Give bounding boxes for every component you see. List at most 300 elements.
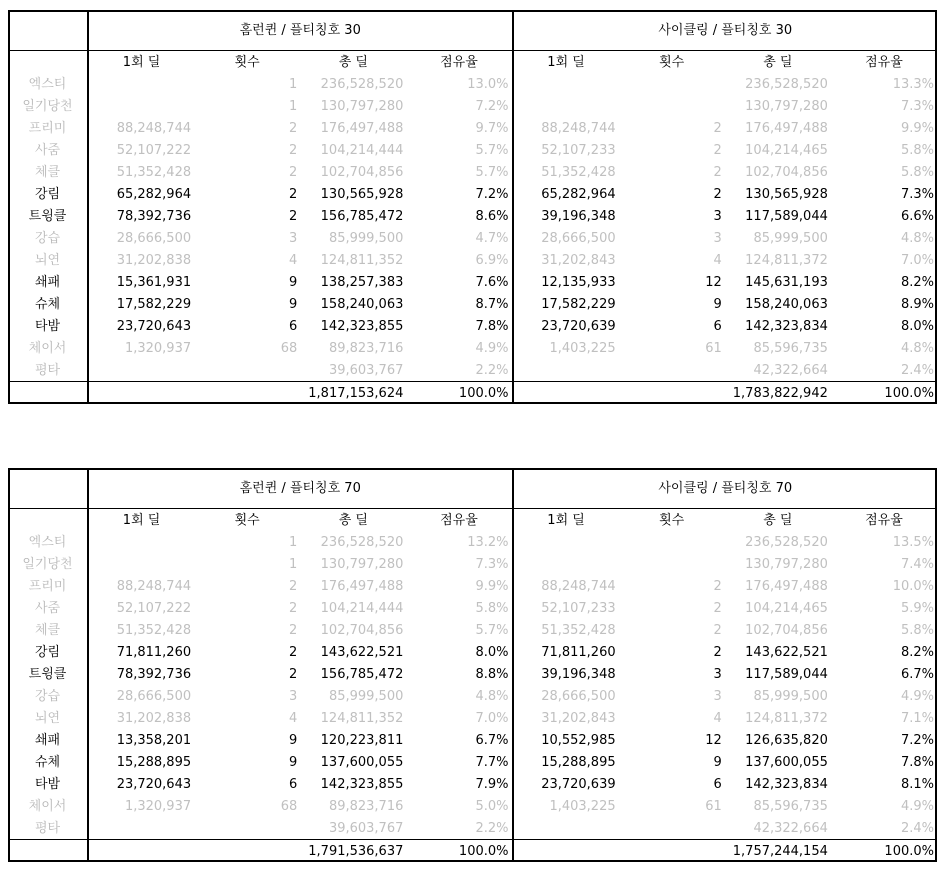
- skill-name-cell[interactable]: 평타: [8, 817, 88, 840]
- value-cell[interactable]: 124,811,352: [320, 710, 404, 726]
- value-cell[interactable]: 8.0%: [406, 641, 512, 663]
- value-cell[interactable]: 2: [288, 164, 298, 180]
- value-cell[interactable]: 126,635,820: [745, 732, 828, 748]
- column-header[interactable]: 1회 딜: [547, 54, 585, 70]
- value-cell[interactable]: 3: [713, 208, 722, 224]
- value-cell[interactable]: 13.5%: [892, 534, 934, 550]
- value-cell[interactable]: 2: [713, 120, 722, 136]
- value-cell[interactable]: 1,403,225: [549, 798, 616, 814]
- value-cell[interactable]: 2: [288, 186, 298, 202]
- value-cell[interactable]: 10,552,985: [541, 732, 616, 748]
- value-cell[interactable]: 1,320,937: [124, 340, 192, 356]
- value-cell[interactable]: [619, 359, 725, 382]
- value-cell[interactable]: [513, 95, 619, 117]
- value-cell[interactable]: 4: [288, 252, 298, 268]
- column-header[interactable]: 총 딜: [763, 54, 793, 70]
- value-cell[interactable]: 1: [288, 556, 298, 572]
- value-cell[interactable]: 9.7%: [406, 117, 512, 139]
- value-cell[interactable]: 6: [288, 318, 298, 334]
- group-header-row: [8, 10, 937, 51]
- value-cell[interactable]: 142,323,834: [745, 318, 828, 334]
- value-cell[interactable]: 65,282,964: [541, 186, 616, 202]
- value-cell[interactable]: 88,248,744: [116, 120, 192, 136]
- value-cell[interactable]: 89,823,716: [328, 340, 404, 356]
- value-cell[interactable]: 3: [713, 688, 722, 704]
- value-cell[interactable]: 2: [288, 622, 298, 638]
- value-cell[interactable]: [513, 817, 619, 840]
- value-cell[interactable]: 2.4%: [831, 359, 937, 382]
- value-cell[interactable]: 7.3%: [900, 186, 934, 202]
- value-cell[interactable]: 236,528,520: [745, 76, 828, 92]
- value-cell[interactable]: 8.9%: [900, 296, 934, 312]
- value-cell[interactable]: 176,497,488: [745, 120, 828, 136]
- table-row: [8, 597, 937, 619]
- value-cell[interactable]: [619, 531, 725, 553]
- value-cell[interactable]: 78,392,736: [116, 666, 192, 682]
- value-cell[interactable]: 120,223,811: [320, 732, 404, 748]
- total-label-cell[interactable]: [8, 840, 88, 863]
- value-cell[interactable]: 143,622,521: [320, 644, 404, 660]
- value-cell[interactable]: 52,107,233: [541, 142, 616, 158]
- column-header[interactable]: 총 딜: [338, 54, 368, 70]
- value-cell[interactable]: 137,600,055: [320, 754, 404, 770]
- total-value-cell[interactable]: [513, 840, 619, 863]
- skill-name-cell[interactable]: 일기당천: [8, 95, 88, 117]
- value-cell[interactable]: 8.7%: [406, 293, 512, 315]
- value-cell[interactable]: 7.1%: [900, 710, 934, 726]
- value-cell[interactable]: 8.6%: [406, 205, 512, 227]
- value-cell[interactable]: 23,720,639: [541, 318, 616, 334]
- value-cell[interactable]: 17,582,229: [116, 296, 192, 312]
- skill-name-cell[interactable]: 강습: [8, 685, 88, 707]
- value-cell[interactable]: 39,196,348: [541, 208, 616, 224]
- skill-name-cell[interactable]: 체이서: [8, 337, 88, 359]
- table-row: [8, 249, 937, 271]
- value-cell[interactable]: [513, 359, 619, 382]
- value-cell[interactable]: 1: [288, 98, 298, 114]
- skill-name-cell[interactable]: 체이서: [8, 795, 88, 817]
- value-cell[interactable]: 51,352,428: [541, 164, 616, 180]
- value-cell[interactable]: 236,528,520: [745, 534, 828, 550]
- value-cell[interactable]: 65,282,964: [116, 186, 192, 202]
- total-value-cell[interactable]: 100.0%: [884, 843, 934, 859]
- column-header[interactable]: 횟수: [659, 54, 685, 70]
- value-cell[interactable]: 7.9%: [406, 773, 512, 795]
- value-cell[interactable]: 236,528,520: [320, 534, 404, 550]
- value-cell[interactable]: 7.8%: [900, 754, 934, 770]
- value-cell[interactable]: 130,797,280: [320, 556, 404, 572]
- value-cell[interactable]: 2: [713, 622, 722, 638]
- value-cell[interactable]: 4: [288, 710, 298, 726]
- value-cell[interactable]: 2: [288, 120, 298, 136]
- value-cell[interactable]: 31,202,838: [116, 710, 192, 726]
- value-cell[interactable]: 9: [288, 296, 298, 312]
- value-cell[interactable]: 2: [713, 578, 722, 594]
- value-cell[interactable]: 4.9%: [900, 798, 934, 814]
- value-cell[interactable]: 3: [713, 666, 722, 682]
- value-cell[interactable]: 9: [288, 732, 298, 748]
- value-cell[interactable]: 2.2%: [406, 359, 512, 382]
- value-cell[interactable]: 13.0%: [406, 73, 512, 95]
- value-cell[interactable]: 7.3%: [900, 98, 934, 114]
- value-cell[interactable]: 5.8%: [900, 164, 934, 180]
- value-cell[interactable]: 176,497,488: [320, 578, 404, 594]
- value-cell[interactable]: [194, 817, 300, 840]
- value-cell[interactable]: 2: [288, 600, 298, 616]
- value-cell[interactable]: 85,596,735: [753, 340, 828, 356]
- value-cell[interactable]: 176,497,488: [745, 578, 828, 594]
- value-cell[interactable]: 5.8%: [900, 142, 934, 158]
- corner-cell[interactable]: [8, 10, 88, 51]
- value-cell[interactable]: 5.7%: [406, 139, 512, 161]
- value-cell[interactable]: 102,704,856: [320, 164, 404, 180]
- total-value-cell[interactable]: 100.0%: [406, 840, 512, 863]
- value-cell[interactable]: 9: [713, 754, 722, 770]
- table-row: [8, 73, 937, 95]
- value-cell[interactable]: 102,704,856: [745, 164, 828, 180]
- value-cell[interactable]: 2: [288, 578, 298, 594]
- total-value-cell[interactable]: [194, 382, 300, 405]
- skill-name-cell[interactable]: 프리미: [8, 117, 88, 139]
- value-cell[interactable]: 130,565,928: [320, 186, 404, 202]
- value-cell[interactable]: 51,352,428: [116, 622, 192, 638]
- skill-name-cell[interactable]: 사줌: [8, 597, 88, 619]
- total-value-cell[interactable]: 1,791,536,637: [308, 843, 404, 859]
- value-cell[interactable]: 124,811,372: [745, 252, 828, 268]
- skill-name-cell[interactable]: 트윙클: [8, 663, 88, 685]
- value-cell[interactable]: 6.7%: [406, 729, 512, 751]
- value-cell[interactable]: 39,603,767: [300, 817, 406, 840]
- skill-name-cell[interactable]: 프리미: [8, 575, 88, 597]
- value-cell[interactable]: 2: [288, 142, 298, 158]
- value-cell[interactable]: 68: [280, 340, 298, 356]
- value-cell[interactable]: 102,704,856: [320, 622, 404, 638]
- value-cell[interactable]: 61: [705, 340, 722, 356]
- value-cell[interactable]: 117,589,044: [745, 666, 828, 682]
- value-cell[interactable]: 85,999,500: [753, 688, 828, 704]
- column-header[interactable]: 점유율: [406, 51, 512, 74]
- total-value-cell[interactable]: [513, 382, 619, 405]
- value-cell[interactable]: [88, 73, 194, 95]
- value-cell[interactable]: 5.7%: [406, 161, 512, 183]
- skill-name-cell[interactable]: 뇌연: [8, 249, 88, 271]
- skill-name-cell[interactable]: 타밤: [8, 315, 88, 337]
- value-cell[interactable]: 28,666,500: [541, 230, 616, 246]
- total-value-cell[interactable]: 1,783,822,942: [732, 385, 828, 401]
- value-cell[interactable]: 12: [705, 274, 722, 290]
- value-cell[interactable]: 7.6%: [406, 271, 512, 293]
- value-cell[interactable]: 6: [713, 318, 722, 334]
- row-label-header[interactable]: [8, 509, 88, 532]
- value-cell[interactable]: 5.9%: [900, 600, 934, 616]
- value-cell[interactable]: 85,999,500: [753, 230, 828, 246]
- total-value-cell[interactable]: [194, 840, 300, 863]
- value-cell[interactable]: 28,666,500: [116, 230, 192, 246]
- value-cell[interactable]: 15,288,895: [541, 754, 616, 770]
- row-label-header[interactable]: [8, 51, 88, 74]
- value-cell[interactable]: 8.8%: [406, 663, 512, 685]
- value-cell[interactable]: 158,240,063: [745, 296, 828, 312]
- value-cell[interactable]: 71,811,260: [116, 644, 192, 660]
- value-cell[interactable]: [619, 553, 725, 575]
- right-group-title[interactable]: 사이클링 / 플티칭호 30: [513, 10, 938, 51]
- skill-name-cell[interactable]: 트윙클: [8, 205, 88, 227]
- column-header[interactable]: 점유율: [865, 512, 903, 528]
- value-cell[interactable]: [619, 817, 725, 840]
- value-cell[interactable]: 13,358,201: [116, 732, 192, 748]
- value-cell[interactable]: 8.0%: [900, 318, 934, 334]
- skill-name-cell[interactable]: 사줌: [8, 139, 88, 161]
- value-cell[interactable]: 6: [288, 776, 298, 792]
- column-header[interactable]: 점유율: [865, 54, 903, 70]
- value-cell[interactable]: 130,797,280: [320, 98, 404, 114]
- column-header-row: [8, 509, 937, 532]
- value-cell[interactable]: 88,248,744: [541, 120, 616, 136]
- value-cell[interactable]: 31,202,843: [541, 252, 616, 268]
- column-header[interactable]: 1회 딜: [547, 512, 585, 528]
- skill-name-cell[interactable]: 체클: [8, 619, 88, 641]
- value-cell[interactable]: 31,202,838: [116, 252, 192, 268]
- value-cell[interactable]: 23,720,643: [116, 776, 192, 792]
- value-cell[interactable]: 28,666,500: [541, 688, 616, 704]
- value-cell[interactable]: 104,214,465: [745, 600, 828, 616]
- value-cell[interactable]: 71,811,260: [541, 644, 616, 660]
- total-value-cell[interactable]: 100.0%: [406, 382, 512, 405]
- value-cell[interactable]: [88, 531, 194, 553]
- value-cell[interactable]: 104,214,444: [320, 600, 404, 616]
- value-cell[interactable]: 7.4%: [900, 556, 934, 572]
- value-cell[interactable]: 3: [713, 230, 722, 246]
- column-header[interactable]: 점유율: [406, 509, 512, 532]
- value-cell[interactable]: 158,240,063: [320, 296, 404, 312]
- value-cell[interactable]: 15,361,931: [116, 274, 192, 290]
- value-cell[interactable]: 9: [713, 296, 722, 312]
- value-cell[interactable]: 2: [713, 164, 722, 180]
- skill-name-cell[interactable]: 엑스티: [8, 73, 88, 95]
- value-cell[interactable]: 2: [713, 644, 722, 660]
- value-cell[interactable]: 2: [288, 208, 298, 224]
- left-group-title[interactable]: 홈런퀸 / 플티칭호 30: [88, 10, 513, 51]
- value-cell[interactable]: 145,631,193: [745, 274, 828, 290]
- skill-name-cell[interactable]: 엑스티: [8, 531, 88, 553]
- value-cell[interactable]: [88, 95, 194, 117]
- value-cell[interactable]: 236,528,520: [320, 76, 404, 92]
- value-cell[interactable]: [513, 553, 619, 575]
- total-value-cell[interactable]: [619, 840, 725, 863]
- total-value-cell[interactable]: 100.0%: [884, 385, 934, 401]
- value-cell[interactable]: 31,202,843: [541, 710, 616, 726]
- value-cell[interactable]: 104,214,465: [745, 142, 828, 158]
- value-cell[interactable]: 9: [288, 274, 298, 290]
- value-cell[interactable]: 51,352,428: [116, 164, 192, 180]
- value-cell[interactable]: 6.7%: [900, 666, 934, 682]
- value-cell[interactable]: 7.0%: [900, 252, 934, 268]
- value-cell[interactable]: [619, 73, 725, 95]
- value-cell[interactable]: [513, 73, 619, 95]
- value-cell[interactable]: 156,785,472: [320, 208, 404, 224]
- value-cell[interactable]: 23,720,643: [116, 318, 192, 334]
- value-cell[interactable]: 7.8%: [406, 315, 512, 337]
- skill-name-cell[interactable]: 강림: [8, 183, 88, 205]
- value-cell[interactable]: 130,565,928: [745, 186, 828, 202]
- value-cell[interactable]: 17,582,229: [541, 296, 616, 312]
- skill-name-cell[interactable]: 평타: [8, 359, 88, 382]
- value-cell[interactable]: 142,323,834: [745, 776, 828, 792]
- skill-name-cell[interactable]: 일기당천: [8, 553, 88, 575]
- value-cell[interactable]: 124,811,372: [745, 710, 828, 726]
- total-value-cell[interactable]: [88, 382, 194, 405]
- value-cell[interactable]: 5.8%: [406, 597, 512, 619]
- value-cell[interactable]: 85,596,735: [753, 798, 828, 814]
- value-cell[interactable]: 4: [713, 252, 722, 268]
- value-cell[interactable]: 28,666,500: [116, 688, 192, 704]
- value-cell[interactable]: 4.8%: [900, 230, 934, 246]
- value-cell[interactable]: 85,999,500: [328, 230, 404, 246]
- value-cell[interactable]: 5.0%: [406, 795, 512, 817]
- value-cell[interactable]: 4: [713, 710, 722, 726]
- value-cell[interactable]: 124,811,352: [320, 252, 404, 268]
- value-cell[interactable]: 13.2%: [406, 531, 512, 553]
- column-header[interactable]: 1회 딜: [122, 54, 161, 70]
- value-cell[interactable]: 23,720,639: [541, 776, 616, 792]
- right-group-title[interactable]: 사이클링 / 플티칭호 70: [513, 468, 938, 509]
- column-header[interactable]: 횟수: [659, 512, 685, 528]
- value-cell[interactable]: 61: [705, 798, 722, 814]
- value-cell[interactable]: 9.9%: [900, 120, 934, 136]
- value-cell[interactable]: 2: [288, 666, 298, 682]
- value-cell[interactable]: 142,323,855: [320, 318, 404, 334]
- value-cell[interactable]: 52,107,222: [116, 142, 192, 158]
- value-cell[interactable]: 143,622,521: [745, 644, 828, 660]
- value-cell[interactable]: 3: [288, 230, 298, 246]
- value-cell[interactable]: [88, 817, 194, 840]
- value-cell[interactable]: 104,214,444: [320, 142, 404, 158]
- skill-name-cell[interactable]: 쇄패: [8, 729, 88, 751]
- total-value-cell[interactable]: 1,757,244,154: [732, 843, 828, 859]
- value-cell[interactable]: 130,797,280: [745, 556, 828, 572]
- value-cell[interactable]: 51,352,428: [541, 622, 616, 638]
- value-cell[interactable]: 137,600,055: [745, 754, 828, 770]
- value-cell[interactable]: 6: [713, 776, 722, 792]
- value-cell[interactable]: 8.2%: [900, 644, 934, 660]
- value-cell[interactable]: [619, 95, 725, 117]
- value-cell[interactable]: 7.7%: [406, 751, 512, 773]
- value-cell[interactable]: 13.3%: [892, 76, 934, 92]
- value-cell[interactable]: 2.4%: [831, 817, 937, 840]
- value-cell[interactable]: 130,797,280: [745, 98, 828, 114]
- value-cell[interactable]: 78,392,736: [116, 208, 192, 224]
- value-cell[interactable]: 102,704,856: [745, 622, 828, 638]
- value-cell[interactable]: 88,248,744: [541, 578, 616, 594]
- value-cell[interactable]: 2: [713, 186, 722, 202]
- value-cell[interactable]: 7.0%: [406, 707, 512, 729]
- value-cell[interactable]: 4.9%: [406, 337, 512, 359]
- skill-name-cell[interactable]: 슈체: [8, 293, 88, 315]
- value-cell[interactable]: 7.2%: [900, 732, 934, 748]
- total-label-cell[interactable]: [8, 382, 88, 405]
- value-cell[interactable]: [88, 359, 194, 382]
- value-cell[interactable]: 52,107,222: [116, 600, 192, 616]
- corner-cell[interactable]: [8, 468, 88, 509]
- value-cell[interactable]: 2.2%: [406, 817, 512, 840]
- value-cell[interactable]: [88, 553, 194, 575]
- value-cell[interactable]: 6.6%: [900, 208, 934, 224]
- skill-name-cell[interactable]: 쇄패: [8, 271, 88, 293]
- table-row: [8, 619, 937, 641]
- value-cell[interactable]: 9: [288, 754, 298, 770]
- value-cell[interactable]: 5.8%: [900, 622, 934, 638]
- value-cell[interactable]: 3: [288, 688, 298, 704]
- value-cell[interactable]: 4.8%: [900, 340, 934, 356]
- value-cell[interactable]: 5.7%: [406, 619, 512, 641]
- value-cell[interactable]: 4.9%: [900, 688, 934, 704]
- value-cell[interactable]: 2: [288, 644, 298, 660]
- total-value-cell[interactable]: [88, 840, 194, 863]
- column-header[interactable]: 횟수: [234, 54, 260, 70]
- value-cell[interactable]: 156,785,472: [320, 666, 404, 682]
- value-cell[interactable]: 88,248,744: [116, 578, 192, 594]
- skill-name-cell[interactable]: 강습: [8, 227, 88, 249]
- value-cell[interactable]: 12: [705, 732, 722, 748]
- column-header[interactable]: 1회 딜: [122, 512, 161, 528]
- value-cell[interactable]: 4.7%: [406, 227, 512, 249]
- value-cell[interactable]: 2: [713, 600, 722, 616]
- value-cell[interactable]: 1,320,937: [124, 798, 192, 814]
- value-cell[interactable]: 12,135,933: [541, 274, 616, 290]
- value-cell[interactable]: 117,589,044: [745, 208, 828, 224]
- value-cell[interactable]: 85,999,500: [328, 688, 404, 704]
- total-value-cell[interactable]: 1,817,153,624: [308, 385, 404, 401]
- value-cell[interactable]: 8.2%: [900, 274, 934, 290]
- value-cell[interactable]: 8.1%: [900, 776, 934, 792]
- value-cell[interactable]: 4.8%: [406, 685, 512, 707]
- value-cell[interactable]: [194, 359, 300, 382]
- value-cell[interactable]: 6.9%: [406, 249, 512, 271]
- value-cell[interactable]: 7.2%: [406, 95, 512, 117]
- skill-name-cell[interactable]: 강림: [8, 641, 88, 663]
- value-cell[interactable]: [513, 531, 619, 553]
- value-cell[interactable]: 89,823,716: [328, 798, 404, 814]
- value-cell[interactable]: 176,497,488: [320, 120, 404, 136]
- value-cell[interactable]: 7.2%: [406, 183, 512, 205]
- value-cell[interactable]: 2: [713, 142, 722, 158]
- value-cell[interactable]: 42,322,664: [725, 817, 831, 840]
- column-header[interactable]: 총 딜: [338, 512, 368, 528]
- value-cell[interactable]: 1: [288, 76, 298, 92]
- value-cell[interactable]: 1,403,225: [549, 340, 616, 356]
- value-cell[interactable]: 10.0%: [892, 578, 934, 594]
- value-cell[interactable]: 39,603,767: [300, 359, 406, 382]
- column-header[interactable]: 총 딜: [763, 512, 793, 528]
- value-cell[interactable]: 1: [288, 534, 298, 550]
- skill-name-cell[interactable]: 타밤: [8, 773, 88, 795]
- skill-name-cell[interactable]: 슈체: [8, 751, 88, 773]
- column-header[interactable]: 횟수: [234, 512, 260, 528]
- value-cell[interactable]: 9.9%: [406, 575, 512, 597]
- value-cell[interactable]: 138,257,383: [320, 274, 404, 290]
- value-cell[interactable]: 52,107,233: [541, 600, 616, 616]
- value-cell[interactable]: 7.3%: [406, 553, 512, 575]
- value-cell[interactable]: 39,196,348: [541, 666, 616, 682]
- value-cell[interactable]: 42,322,664: [725, 359, 831, 382]
- skill-name-cell[interactable]: 뇌연: [8, 707, 88, 729]
- skill-name-cell[interactable]: 체클: [8, 161, 88, 183]
- value-cell[interactable]: 142,323,855: [320, 776, 404, 792]
- value-cell[interactable]: 15,288,895: [116, 754, 192, 770]
- value-cell[interactable]: 68: [280, 798, 298, 814]
- total-value-cell[interactable]: [619, 382, 725, 405]
- left-group-title[interactable]: 홈런퀸 / 플티칭호 70: [88, 468, 513, 509]
